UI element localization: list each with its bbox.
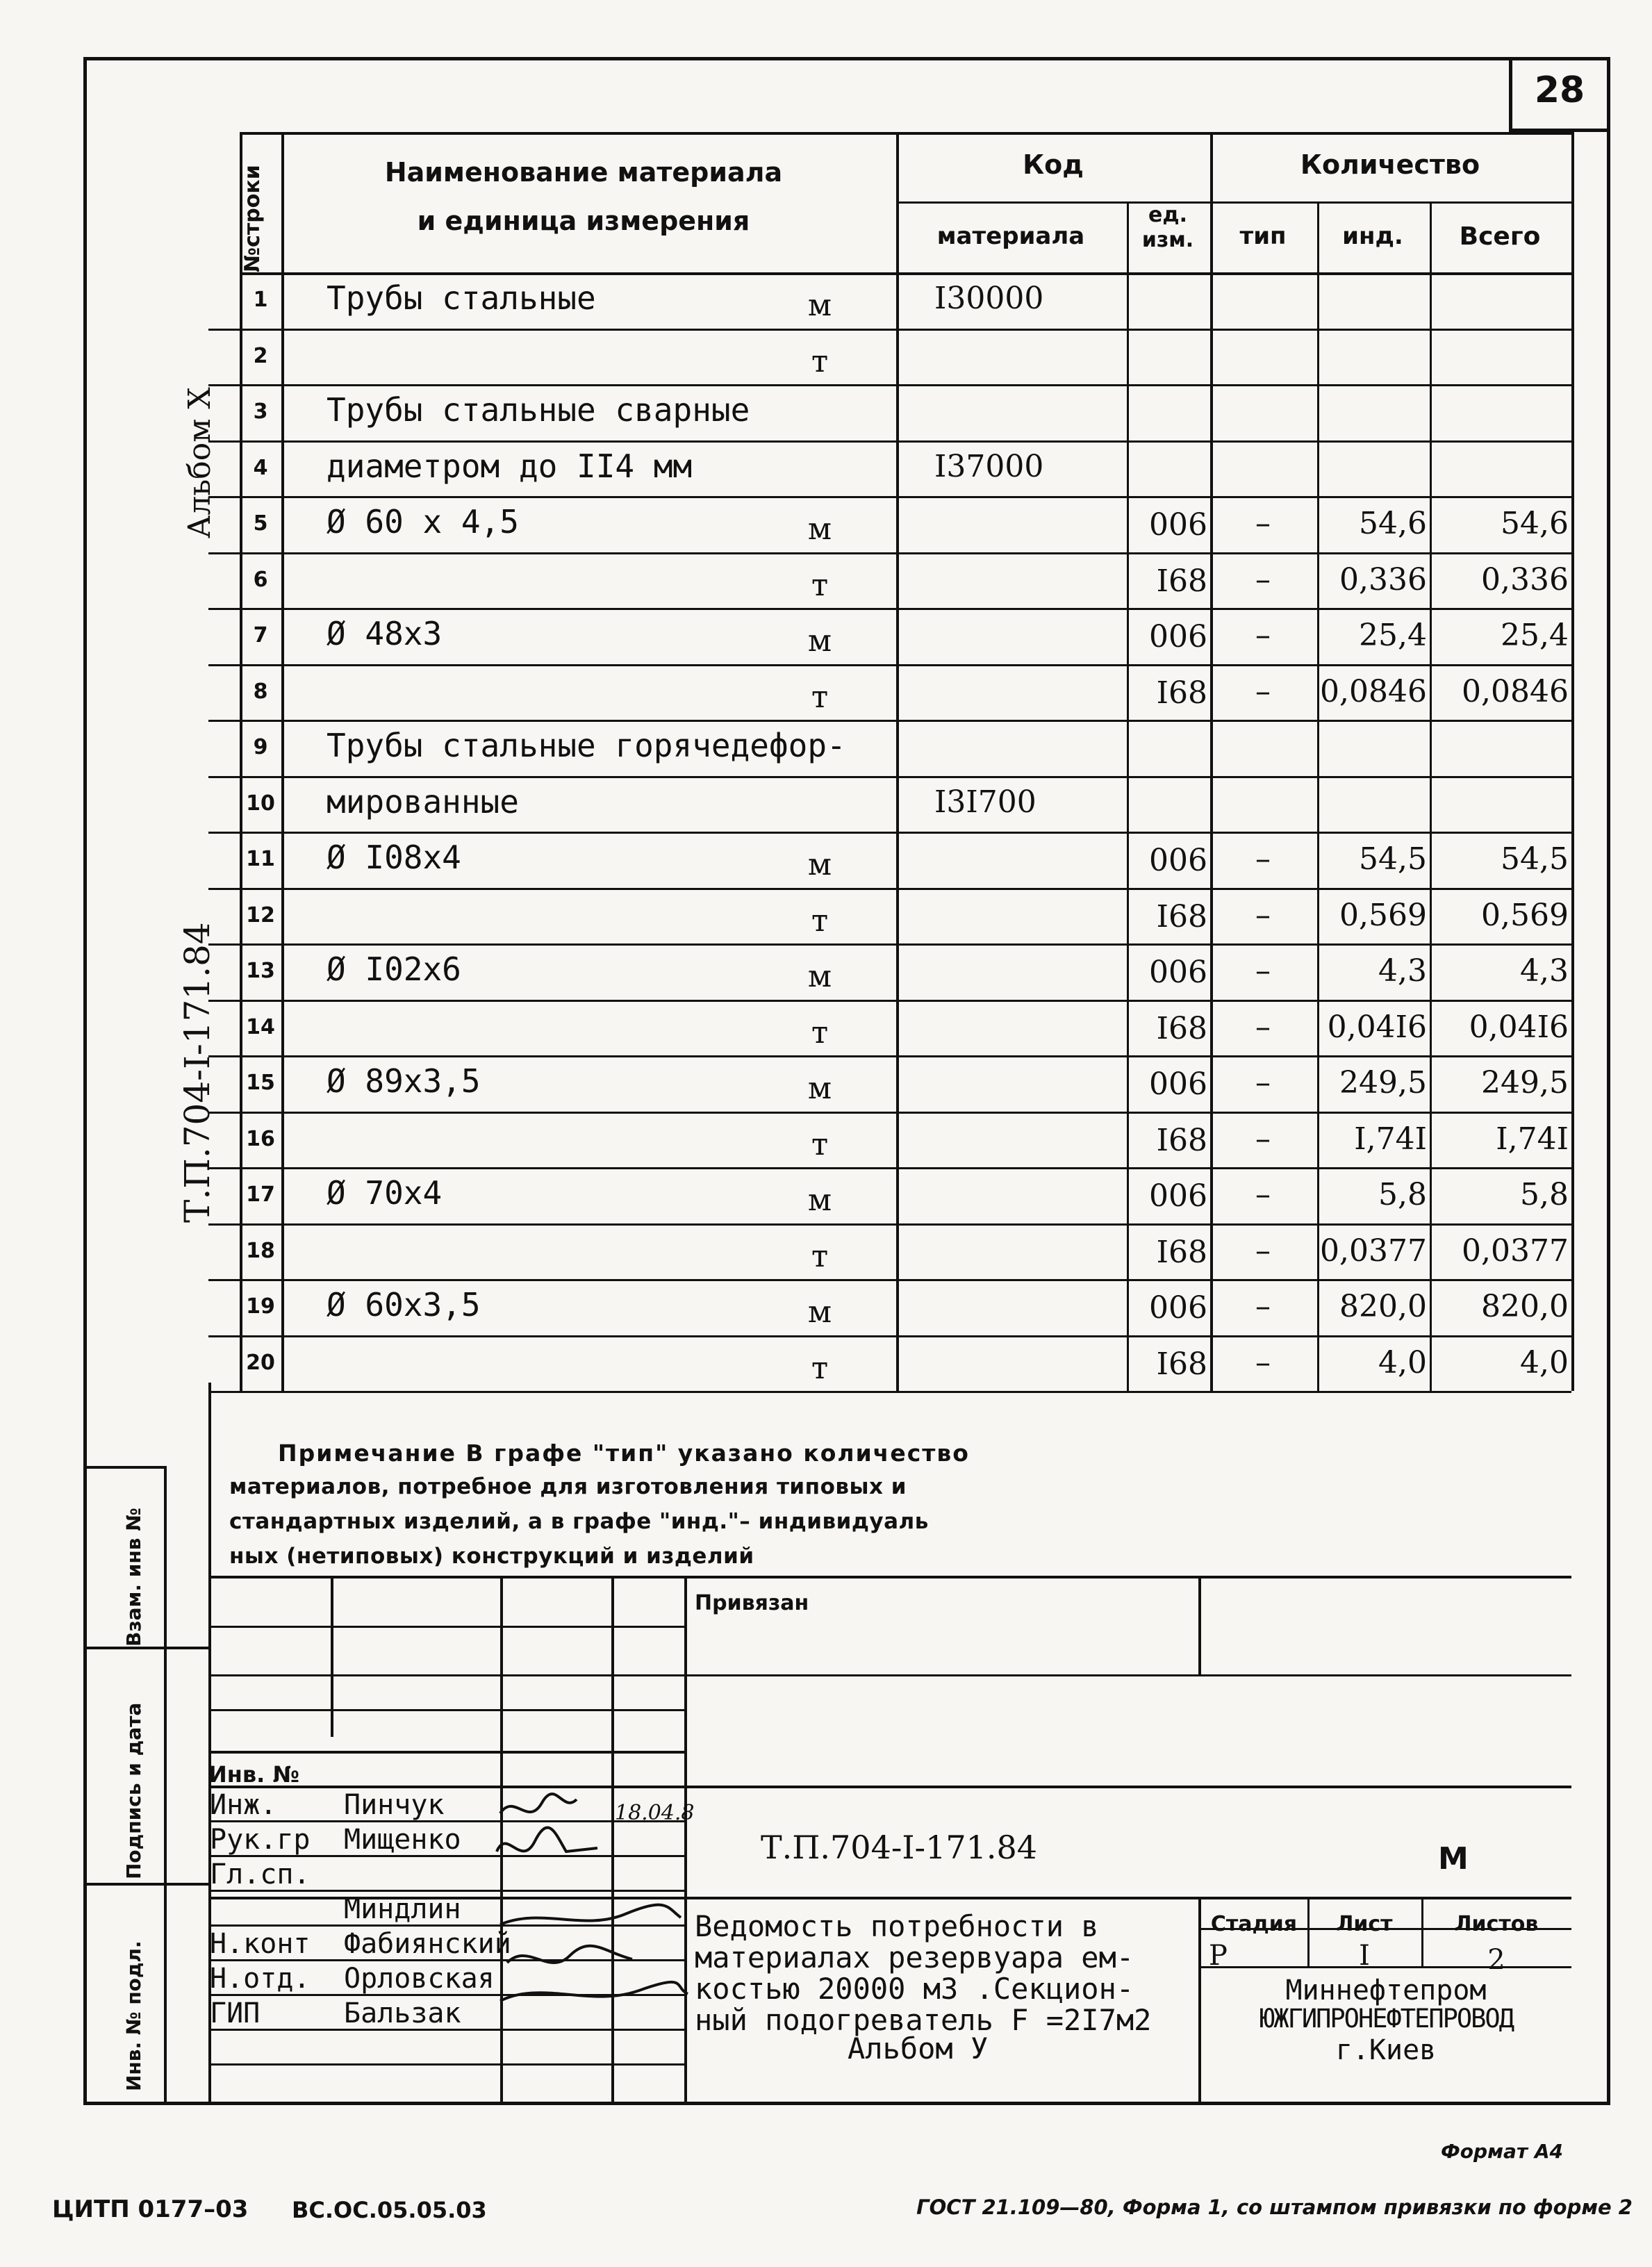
- qty-ind: 54,6: [1359, 506, 1427, 541]
- row-number: 3: [253, 399, 268, 424]
- qty-type: –: [1255, 953, 1271, 989]
- qty-ind: 0,569: [1339, 897, 1427, 933]
- row-number: 7: [253, 623, 268, 648]
- row-line: [208, 552, 1571, 554]
- stamp-title-1: Ведомость потребности в: [695, 1909, 1099, 1943]
- col-line-total: [1430, 201, 1432, 1391]
- unit-code: 006: [1149, 619, 1207, 654]
- material-name: Ø 60 x 4,5: [327, 503, 519, 541]
- material-name: Ø I02x6: [327, 950, 461, 988]
- row-line: [208, 1391, 1571, 1393]
- name-header-1: Наименование материала: [384, 157, 783, 188]
- material-name: Трубы стальные горячедефор-: [327, 727, 846, 764]
- footer-left-1: ЦИТП 0177–03: [52, 2195, 249, 2223]
- stamp-role: Гл.сп.: [210, 1858, 311, 1890]
- unit-code: I68: [1156, 898, 1207, 934]
- row-line: [208, 1223, 1571, 1226]
- margin-col-line: [208, 1383, 211, 2105]
- qty-type: –: [1255, 673, 1271, 709]
- note-line-1: Примечание В графе "тип" указано количество: [278, 1440, 970, 1467]
- stamp-col-e: [1198, 1576, 1201, 1674]
- row-line: [208, 440, 1571, 443]
- material-name: Ø 89x3,5: [327, 1062, 481, 1100]
- unit-code: I68: [1156, 1122, 1207, 1158]
- row-number: 10: [246, 791, 275, 816]
- stamp-doc-code: Т.П.704-I-171.84: [761, 1829, 1038, 1866]
- qty-total: 0,336: [1481, 561, 1569, 597]
- rownum-header: №строки: [240, 165, 265, 272]
- stamp-line-b: [208, 1626, 684, 1628]
- row-line: [208, 1055, 1571, 1057]
- qty-total: 0,569: [1481, 897, 1569, 933]
- footer-left-2: ВС.ОС.05.05.03: [292, 2197, 487, 2223]
- stamp-line-f: [208, 1786, 1571, 1788]
- stamp-name: Орловская: [344, 1963, 495, 1995]
- vzam-inv-label: Взам. инв №: [122, 1508, 145, 1647]
- row-number: 13: [246, 959, 275, 983]
- qty-total-header: Всего: [1459, 222, 1541, 251]
- margin-line-3: [83, 1883, 208, 1886]
- qty-type: –: [1255, 1344, 1271, 1380]
- stamp-role: Н.отд.: [210, 1963, 311, 1995]
- signatures-image: [486, 1786, 695, 2077]
- qty-type: –: [1255, 1289, 1271, 1324]
- signature-stroke: [497, 1828, 597, 1852]
- row-number: 6: [253, 567, 268, 592]
- stamp-col-a: [331, 1576, 333, 1737]
- unit-code: I68: [1156, 1234, 1207, 1270]
- qty-total: I,74I: [1496, 1121, 1569, 1157]
- unit: т: [811, 1238, 829, 1274]
- row-line: [208, 496, 1571, 498]
- qty-total: 5,8: [1520, 1177, 1569, 1212]
- qty-total: 0,04I6: [1469, 1009, 1569, 1045]
- stamp-line-a: [684, 1674, 1571, 1676]
- stamp-name: Фабиянский: [344, 1928, 511, 1960]
- sheet-value: I: [1359, 1940, 1370, 1972]
- note-line-3: стандартных изделий, а в графе "инд."– индивидуаль: [229, 1509, 929, 1534]
- stage-value: Р: [1209, 1940, 1228, 1972]
- stamp-name: Миндлин: [344, 1893, 461, 1925]
- col-line-ed: [1127, 201, 1129, 1391]
- qty-type: –: [1255, 506, 1271, 541]
- inv-no-label: Инв. №: [208, 1761, 299, 1788]
- podpis-data-label: Подпись и дата: [122, 1702, 145, 1879]
- row-line: [208, 384, 1571, 386]
- unit: т: [811, 343, 829, 379]
- qty-ind: 0,0846: [1320, 673, 1427, 709]
- unit-code: I68: [1156, 1010, 1207, 1046]
- unit: м: [807, 623, 832, 659]
- material-name: Трубы стальные сварные: [327, 391, 750, 429]
- qty-type: –: [1255, 1121, 1271, 1157]
- row-number: 15: [246, 1071, 275, 1095]
- unit-code: I68: [1156, 1346, 1207, 1382]
- row-number: 16: [246, 1126, 275, 1151]
- qty-ind: 0,336: [1339, 561, 1427, 597]
- unit: т: [811, 1350, 829, 1386]
- unit: т: [811, 902, 829, 939]
- unit: м: [807, 1294, 832, 1330]
- row-line: [208, 943, 1571, 946]
- qty-ind: 25,4: [1359, 618, 1427, 653]
- unit-code: 006: [1149, 843, 1207, 878]
- privyazan-label: Привязан: [695, 1591, 809, 1615]
- qty-type: –: [1255, 1177, 1271, 1212]
- header-mid-line: [896, 201, 1571, 204]
- row-line: [208, 1112, 1571, 1114]
- qty-total: 249,5: [1481, 1065, 1569, 1100]
- unit: м: [807, 288, 832, 323]
- qty-ind: 4,0: [1378, 1344, 1427, 1380]
- row-line: [208, 720, 1571, 722]
- margin-line-1: [83, 1466, 164, 1469]
- format-label: Формат А4: [1441, 2140, 1563, 2163]
- note-line-4: ных (нетиповых) конструкций и изделий: [229, 1544, 754, 1569]
- sheets-value: 2: [1487, 1944, 1505, 1976]
- org-line-2: ЮЖГИПРОНЕФТЕПРОВОД: [1259, 2004, 1513, 2034]
- unit: т: [811, 1126, 829, 1162]
- unit-code: I68: [1156, 675, 1207, 711]
- row-number: 17: [246, 1182, 275, 1207]
- margin-line-2: [83, 1647, 208, 1649]
- stamp-mark: М: [1438, 1841, 1469, 1877]
- material-name: мированные: [327, 782, 519, 821]
- qty-ind: 54,5: [1359, 841, 1427, 877]
- row-line: [208, 1279, 1571, 1281]
- row-line: [208, 329, 1571, 331]
- stamp-name: Мищенко: [344, 1824, 461, 1856]
- row-number: 11: [246, 847, 275, 871]
- unit: т: [811, 1014, 829, 1050]
- unit: м: [807, 1182, 832, 1218]
- unit: м: [807, 511, 832, 547]
- qty-total: 54,5: [1501, 841, 1569, 877]
- row-number: 2: [253, 343, 268, 368]
- qty-type-header: тип: [1239, 222, 1287, 250]
- unit: м: [807, 959, 832, 994]
- qty-total: 0,0377: [1462, 1233, 1569, 1269]
- row-line: [208, 1167, 1571, 1169]
- inv-podl-label: Инв. № подл.: [122, 1940, 145, 2091]
- album-label: Альбом Х: [182, 387, 217, 538]
- material-name: Ø 60x3,5: [327, 1286, 481, 1324]
- qty-total: 25,4: [1501, 618, 1569, 653]
- qty-total: 0,0846: [1462, 673, 1569, 709]
- row-number: 12: [246, 902, 275, 928]
- sheet-label: Лист: [1336, 1912, 1393, 1936]
- material-code: I3I700: [934, 784, 1036, 820]
- stamp-role: Рук.гр: [210, 1824, 311, 1856]
- qty-ind: 0,0377: [1320, 1233, 1427, 1269]
- row-number: 18: [246, 1238, 275, 1263]
- row-number: 20: [246, 1350, 275, 1375]
- row-line: [208, 664, 1571, 666]
- col-line-code: [896, 132, 899, 1391]
- code-unit-header: [1127, 203, 1209, 253]
- row-line: [208, 832, 1571, 834]
- stamp-title-3: костью 20000 м3 .Секцион-: [695, 1972, 1134, 2006]
- qty-total: 4,0: [1520, 1344, 1569, 1380]
- footer-right: ГОСТ 21.109—80, Форма 1, со штампом привязки по форме 2: [916, 2195, 1633, 2219]
- qty-type: –: [1255, 618, 1271, 653]
- col-line-ind: [1317, 201, 1319, 1391]
- unit: м: [807, 1071, 832, 1106]
- unit-code: 006: [1149, 1066, 1207, 1102]
- material-name: Ø 70x4: [327, 1174, 443, 1212]
- unit-code: 006: [1149, 1290, 1207, 1326]
- qty-ind: I,74I: [1354, 1121, 1427, 1157]
- stamp-top-line: [208, 1576, 1571, 1578]
- qty-total: 820,0: [1481, 1289, 1569, 1324]
- row-line: [208, 776, 1571, 778]
- stamp-title-5: Альбом У: [848, 2031, 989, 2066]
- row-number: 9: [253, 735, 268, 759]
- unit: м: [807, 847, 832, 882]
- stamp-role: Н.конт: [210, 1928, 311, 1960]
- qty-type: –: [1255, 1065, 1271, 1100]
- material-code: I37000: [934, 448, 1044, 484]
- name-header-2: и единица измерения: [417, 206, 750, 236]
- material-name: Трубы стальные: [327, 279, 596, 317]
- qty-header: Количество: [1300, 149, 1480, 180]
- stamp-role: Инж.: [210, 1789, 277, 1821]
- unit-code: 006: [1149, 1178, 1207, 1214]
- stamp-name: Бальзак: [344, 1997, 461, 2029]
- page-number: 28: [1534, 69, 1585, 111]
- header-bottom-line: [240, 272, 1571, 275]
- unit-code: I68: [1156, 563, 1207, 599]
- unit: т: [811, 679, 829, 715]
- sheets-label: Листов: [1454, 1912, 1539, 1936]
- stamp-line-c: [208, 1674, 684, 1676]
- stamp-line-e: [208, 1751, 684, 1754]
- material-name: Ø I08x4: [327, 839, 461, 876]
- unit: т: [811, 567, 829, 603]
- code-material-header: материала: [936, 222, 1085, 250]
- unit-code: 006: [1149, 955, 1207, 990]
- row-line: [208, 608, 1571, 610]
- qty-type: –: [1255, 561, 1271, 597]
- stamp-line-g: [684, 1897, 1571, 1899]
- stamp-title-4: ный подогреватель F =2I7м2: [695, 2003, 1152, 2037]
- stamp-role: ГИП: [210, 1997, 261, 2029]
- margin-inner-line: [164, 1466, 167, 2105]
- signature-stroke: [500, 1905, 681, 1924]
- material-name: Ø 48x3: [327, 615, 443, 652]
- row-number: 4: [253, 455, 268, 480]
- row-number: 1: [253, 288, 268, 312]
- signature-stroke: [500, 1982, 688, 2001]
- margin-doc-code: Т.П.704-I-171.84: [177, 922, 217, 1223]
- material-code: I30000: [934, 281, 1044, 316]
- qty-total: 4,3: [1520, 953, 1569, 989]
- qty-type: –: [1255, 1233, 1271, 1269]
- qty-type: –: [1255, 897, 1271, 933]
- unit-code: 006: [1149, 507, 1207, 543]
- qty-ind: 249,5: [1339, 1065, 1427, 1100]
- row-line: [208, 1000, 1571, 1002]
- code-header: Код: [1023, 149, 1084, 180]
- row-number: 14: [246, 1014, 275, 1039]
- row-line: [208, 1335, 1571, 1337]
- stamp-name: Пинчук: [344, 1789, 445, 1821]
- qty-total: 54,6: [1501, 506, 1569, 541]
- code-unit-label: ед. изм.: [1141, 203, 1194, 252]
- qty-ind: 0,04I6: [1327, 1009, 1427, 1045]
- qty-ind: 5,8: [1378, 1177, 1427, 1212]
- signature-stroke: [500, 1794, 577, 1813]
- org-line-1: Миннефтепром: [1285, 1975, 1487, 2006]
- note-line-2: материалов, потребное для изготовления типовых и: [229, 1474, 907, 1499]
- stamp-date: 18.04.8: [615, 1801, 695, 1825]
- row-number: 19: [246, 1294, 275, 1319]
- header-top-line: [240, 132, 1571, 135]
- stage-label: Стадия: [1210, 1912, 1298, 1936]
- col-line-right: [1571, 132, 1574, 1391]
- qty-ind: 820,0: [1339, 1289, 1427, 1324]
- col-line-name: [281, 132, 284, 1391]
- qty-ind-header: инд.: [1342, 222, 1403, 250]
- qty-ind: 4,3: [1378, 953, 1427, 989]
- material-name: диаметром до II4 мм: [327, 447, 693, 485]
- signature-stroke: [507, 1946, 632, 1963]
- qty-type: –: [1255, 841, 1271, 877]
- row-number: 5: [253, 511, 268, 536]
- stamp-line-d: [208, 1709, 684, 1711]
- row-line: [208, 888, 1571, 890]
- qty-type: –: [1255, 1009, 1271, 1045]
- org-line-3: г.Киев: [1335, 2034, 1437, 2066]
- stamp-title-2: материалах резервуара ем-: [695, 1940, 1134, 1975]
- row-number: 8: [253, 679, 268, 704]
